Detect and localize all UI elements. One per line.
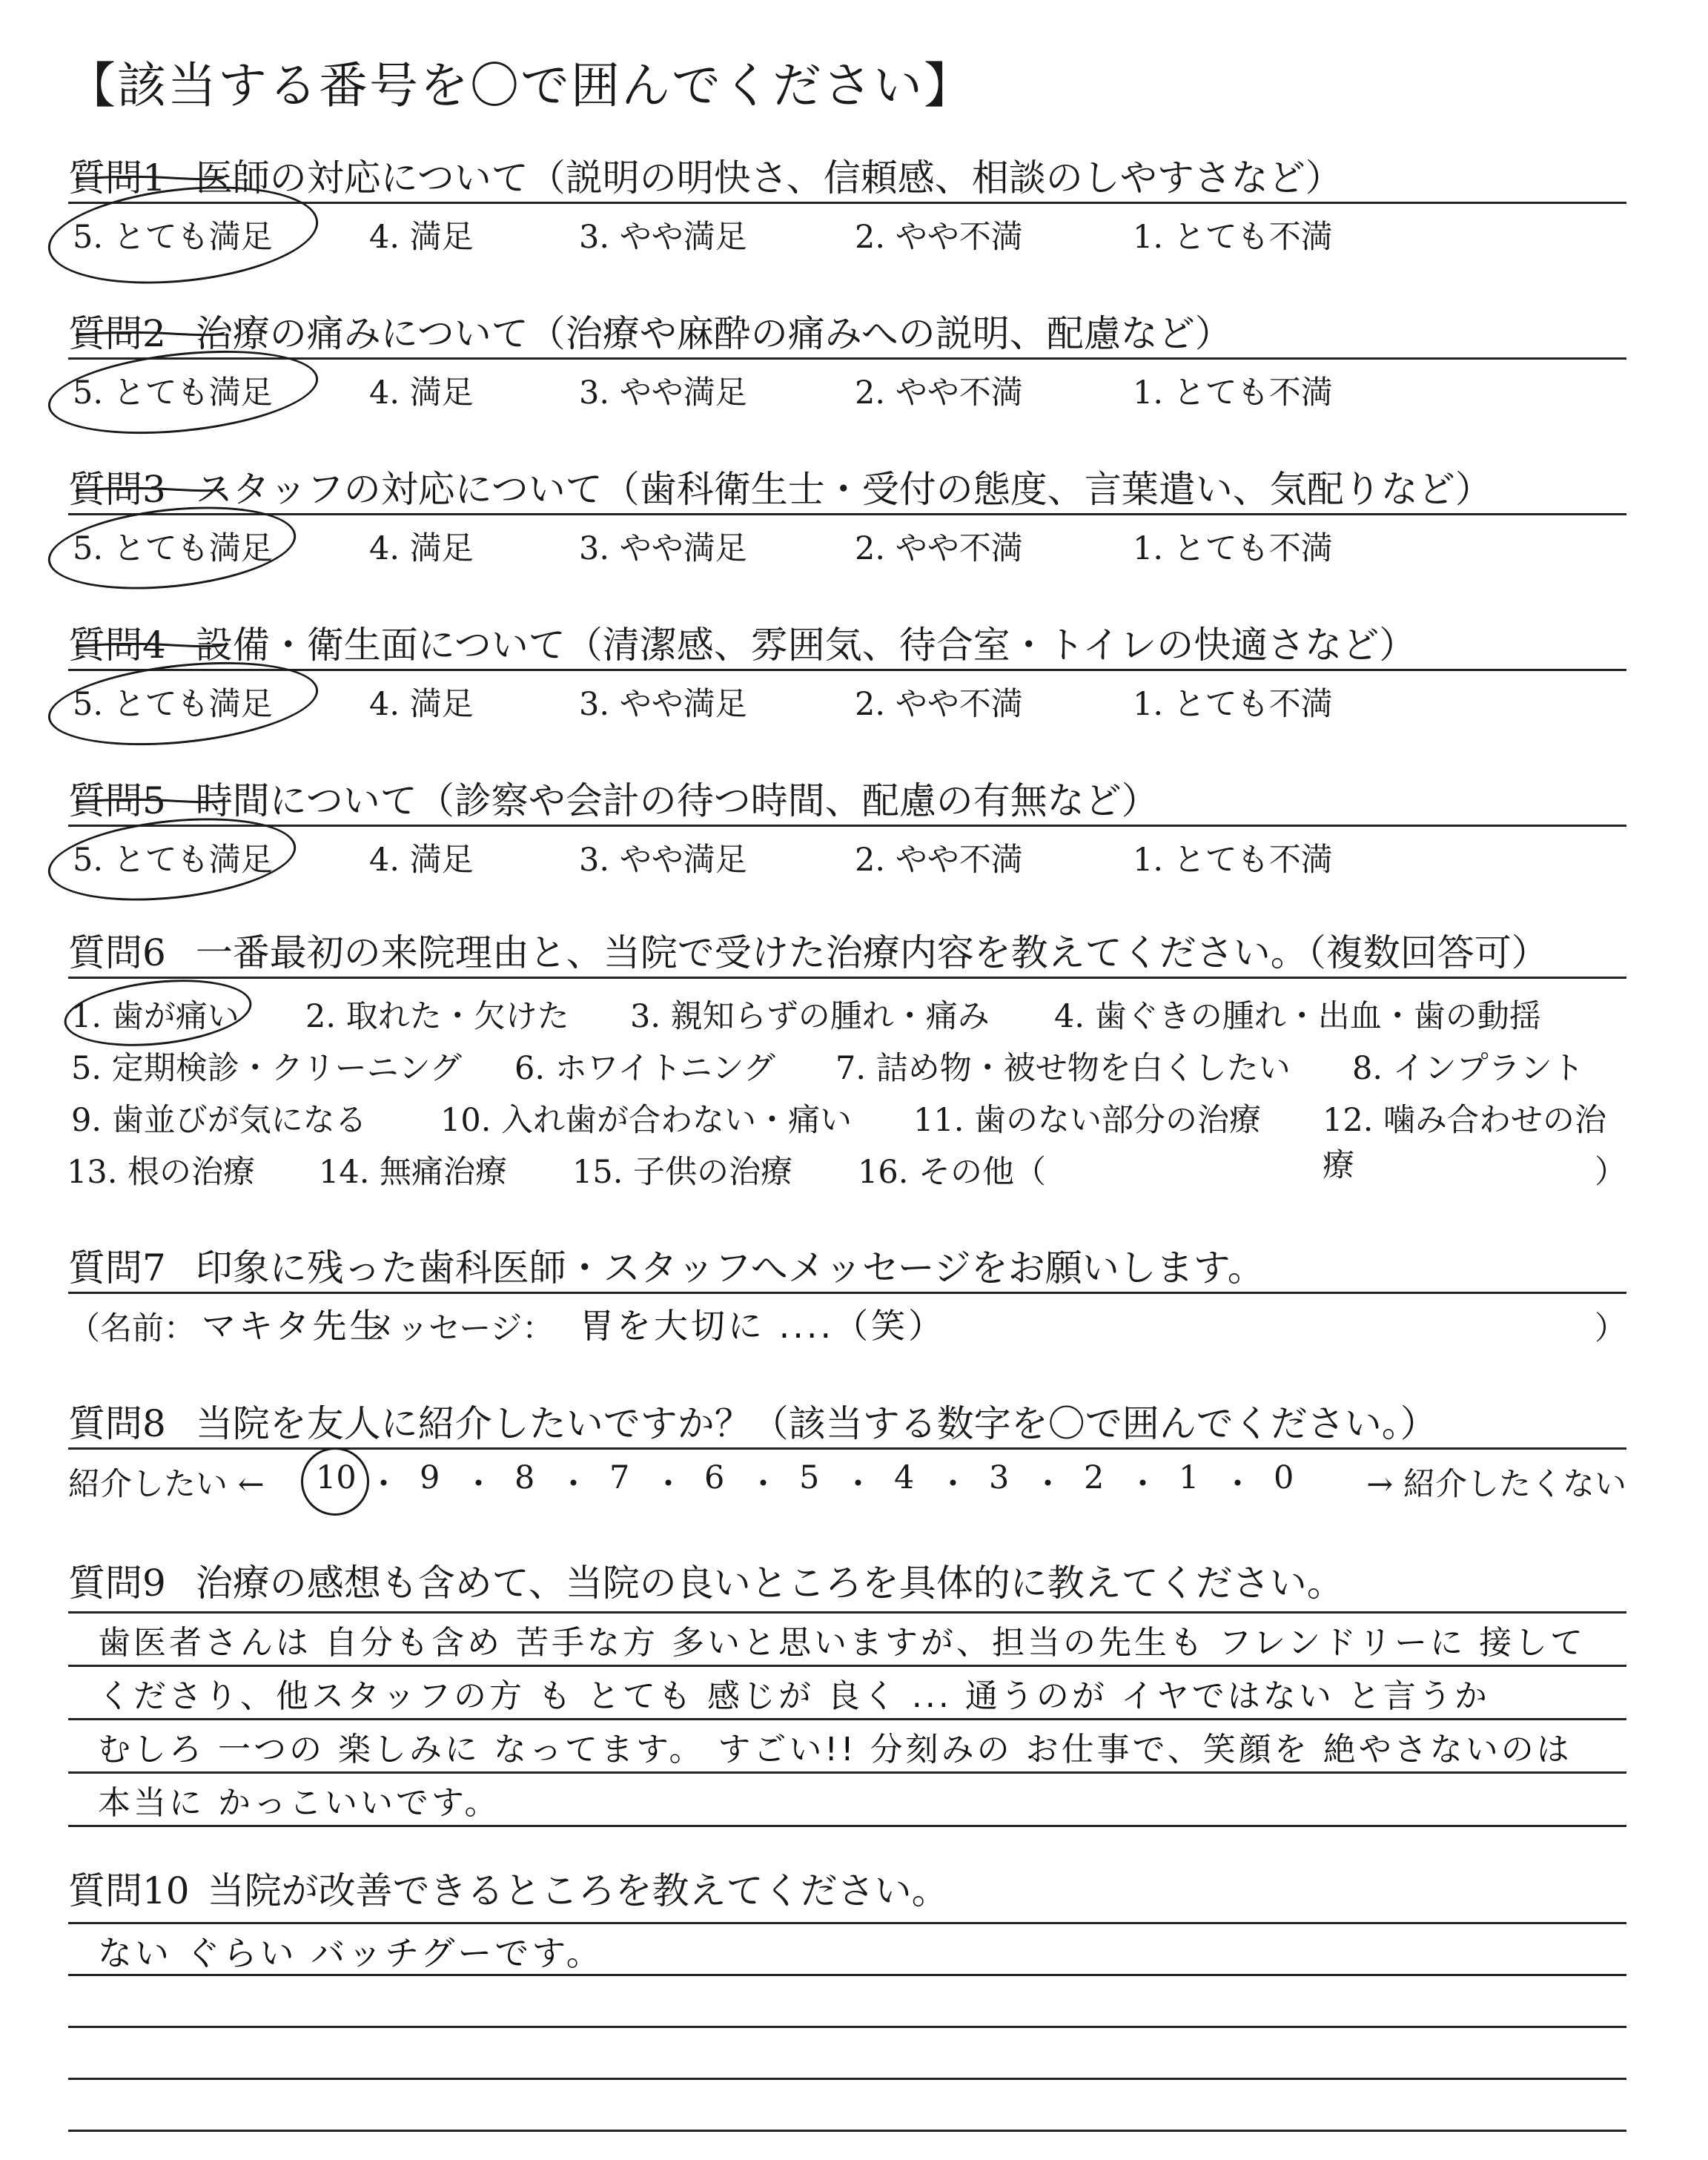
rating-option[interactable]: 5. とても満足	[73, 842, 273, 879]
reason-option[interactable]: 6. ホワイトニング	[514, 1050, 775, 1087]
name-label: （名前：	[68, 1310, 196, 1347]
question-text: 一番最初の来院理由と、当院で受けた治療内容を教えてください。（複数回答可）	[195, 931, 1549, 974]
scale-value[interactable]: 8	[514, 1459, 535, 1496]
answer-rule	[68, 1665, 1626, 1667]
scale-value[interactable]: 1	[1179, 1459, 1199, 1496]
question-rule	[68, 1292, 1626, 1294]
message-label: メッセージ：	[365, 1310, 555, 1347]
rating-option[interactable]: 3. やや満足	[579, 686, 747, 723]
question-text: 当院が改善できるところを教えてください。	[207, 1869, 949, 1912]
rating-option[interactable]: 2. やや不満	[855, 530, 1023, 567]
question-label: 質問9	[68, 1562, 166, 1605]
rating-option[interactable]: 2. やや不満	[855, 374, 1023, 412]
question-label: 質問3	[68, 468, 166, 511]
question-label: 質問6	[68, 931, 166, 974]
question-7	[68, 1238, 1626, 1357]
scale-value[interactable]: 2	[1084, 1459, 1105, 1496]
rating-option[interactable]: 4. 満足	[369, 374, 474, 412]
rating-option[interactable]: 1. とても不満	[1133, 530, 1333, 567]
question-text: 設備・衛生面について（清潔感、雰囲気、待合室・トイレの快適さなど）	[195, 624, 1417, 667]
answer-rule	[68, 2130, 1626, 2132]
pen-stroke	[76, 328, 224, 343]
rating-option[interactable]: 3. やや満足	[579, 374, 747, 412]
rating-option[interactable]: 1. とても不満	[1133, 842, 1333, 879]
scale-separator: ・	[463, 1466, 494, 1503]
handwritten-answer-line: 本当に かっこいいです。	[98, 1784, 500, 1822]
reason-option[interactable]: 2. 取れた・欠けた	[305, 998, 569, 1035]
rating-option[interactable]: 4. 満足	[369, 842, 474, 879]
question-9	[68, 1553, 1626, 1828]
scale-separator: ・	[1222, 1466, 1254, 1503]
close-paren: ）	[1595, 1310, 1626, 1347]
selection-circle	[61, 971, 255, 1054]
handwritten-answer-line: むしろ 一つの 楽しみに なってます。 すごい!! 分刻みの お仕事で、笑顔を 絶やさないのは	[98, 1731, 1572, 1768]
rating-option[interactable]: 1. とても不満	[1133, 374, 1333, 412]
reason-option[interactable]: 10. 入れ歯が合わない・痛い	[440, 1102, 853, 1139]
rating-option[interactable]: 2. やや不満	[855, 686, 1023, 723]
rating-option[interactable]: 5. とても満足	[73, 374, 273, 412]
question-4	[68, 615, 1626, 749]
reason-option[interactable]: 13. 根の治療	[67, 1154, 256, 1191]
question-rule	[68, 669, 1626, 671]
rating-option[interactable]: 5. とても満足	[73, 219, 273, 256]
question-1	[68, 148, 1626, 282]
question-rule	[68, 357, 1626, 360]
pen-stroke	[76, 639, 224, 654]
reason-option[interactable]: 8. インプラント	[1352, 1050, 1584, 1087]
question-6	[68, 923, 1626, 1190]
scale-value[interactable]: 3	[989, 1459, 1010, 1496]
answer-rule	[68, 1771, 1626, 1774]
answer-rule	[68, 1611, 1626, 1614]
rating-option[interactable]: 1. とても不満	[1133, 219, 1333, 256]
handwritten-answer-line: くださり、他スタッフの方 も とても 感じが 良く ... 通うのが イヤではない と言うか	[98, 1677, 1490, 1715]
answer-rule	[68, 1922, 1626, 1924]
scale-left-label: 紹介したい ←	[68, 1466, 265, 1503]
rating-option[interactable]: 1. とても不満	[1133, 686, 1333, 723]
handwritten-answer-line: ない ぐらい バッチグーです。	[98, 1933, 603, 1973]
rating-option[interactable]: 3. やや満足	[579, 219, 747, 256]
question-text: 治療の痛みについて（治療や麻酔の痛みへの説明、配慮など）	[195, 312, 1232, 355]
answer-rule	[68, 2026, 1626, 2028]
question-3	[68, 460, 1626, 593]
question-rule	[68, 1447, 1626, 1450]
scale-separator: ・	[1032, 1466, 1064, 1503]
scale-separator: ・	[652, 1466, 684, 1503]
scale-value[interactable]: 6	[704, 1459, 725, 1496]
scale-value[interactable]: 5	[799, 1459, 820, 1496]
pen-stroke	[76, 172, 224, 187]
reason-option[interactable]: 4. 歯ぐきの腫れ・出血・歯の動揺	[1054, 998, 1541, 1035]
scale-right-label: → 紹介したくない	[1366, 1466, 1626, 1503]
pen-stroke	[76, 795, 224, 810]
name-value: マキタ先生	[202, 1306, 387, 1346]
question-label: 質問1	[68, 156, 166, 199]
reason-option[interactable]: 14. 無痛治療	[319, 1154, 508, 1191]
reason-option[interactable]: 16. その他（	[858, 1154, 1047, 1191]
scale-value[interactable]: 9	[420, 1459, 440, 1496]
question-label: 質問4	[68, 624, 166, 667]
reason-option[interactable]: 15. 子供の治療	[572, 1154, 793, 1191]
question-5	[68, 771, 1626, 905]
reason-option[interactable]: 1. 歯が痛い	[71, 998, 239, 1035]
scale-value[interactable]: 0	[1274, 1459, 1294, 1496]
rating-option[interactable]: 4. 満足	[369, 219, 474, 256]
question-rule	[68, 825, 1626, 827]
scale-separator: ・	[747, 1466, 779, 1503]
scale-separator: ・	[1127, 1466, 1159, 1503]
answer-rule	[68, 1718, 1626, 1720]
rating-option[interactable]: 2. やや不満	[855, 219, 1023, 256]
question-10	[68, 1861, 1626, 2158]
rating-option[interactable]: 4. 満足	[369, 530, 474, 567]
reason-option[interactable]: 12. 噛み合わせの治療	[1323, 1102, 1607, 1184]
scale-separator: ・	[368, 1466, 400, 1503]
rating-option[interactable]: 4. 満足	[369, 686, 474, 723]
question-label: 質問10	[68, 1869, 190, 1912]
rating-option[interactable]: 3. やや満足	[579, 530, 747, 567]
question-text: 印象に残った歯科医師・スタッフへメッセージをお願いします。	[195, 1246, 1265, 1289]
question-rule	[68, 977, 1626, 979]
page-title: 【該当する番号を〇で囲んでください】	[67, 57, 974, 114]
question-label: 質問2	[68, 312, 166, 355]
question-text: 治療の感想も含めて、当院の良いところを具体的に教えてください。	[195, 1562, 1344, 1605]
question-label: 質問5	[68, 779, 166, 822]
rating-option[interactable]: 2. やや不満	[855, 842, 1023, 879]
scale-separator: ・	[842, 1466, 874, 1503]
scale-separator: ・	[937, 1466, 969, 1503]
question-2	[68, 304, 1626, 437]
scale-value[interactable]: 4	[894, 1459, 915, 1496]
rating-option[interactable]: 3. やや満足	[579, 842, 747, 879]
answer-rule	[68, 1825, 1626, 1827]
pen-stroke	[76, 483, 224, 498]
selection-circle	[301, 1447, 369, 1516]
rating-option[interactable]: 5. とても満足	[73, 530, 273, 567]
reason-option[interactable]: 3. 親知らずの腫れ・痛み	[630, 998, 990, 1035]
question-8	[68, 1394, 1626, 1513]
rating-option[interactable]: 5. とても満足	[73, 686, 273, 723]
question-text: スタッフの対応について（歯科衛生士・受付の態度、言葉遣い、気配りなど）	[195, 468, 1492, 511]
scale-value[interactable]: 10	[316, 1459, 357, 1496]
reason-option[interactable]: 5. 定期検診・クリーニング	[71, 1050, 462, 1087]
handwritten-answer-line: 歯医者さんは 自分も含め 苦手な方 多いと思いますが、担当の先生も フレンドリーに 接して	[98, 1624, 1586, 1662]
scale-separator: ・	[557, 1466, 589, 1503]
question-label: 質問8	[68, 1402, 166, 1445]
question-text: 時間について（診察や会計の待つ時間、配慮の有無など）	[195, 779, 1159, 822]
scale-value[interactable]: 7	[609, 1459, 630, 1496]
question-text: 当院を友人に紹介したいですか？（該当する数字を〇で囲んでください。）	[195, 1402, 1437, 1445]
message-value: 胃を大切に ....（笑）	[580, 1306, 946, 1346]
answer-rule	[68, 2078, 1626, 2080]
reason-option[interactable]: 9. 歯並びが気になる	[71, 1102, 367, 1139]
close-paren: ）	[1595, 1154, 1626, 1191]
question-rule	[68, 513, 1626, 515]
reason-option[interactable]: 7. 詰め物・被せ物を白くしたい	[835, 1050, 1291, 1087]
question-label: 質問7	[68, 1246, 166, 1289]
reason-option[interactable]: 11. 歯のない部分の治療	[913, 1102, 1262, 1139]
question-text: 医師の対応について（説明の明快さ、信頼感、相談のしやすさなど）	[195, 156, 1343, 199]
